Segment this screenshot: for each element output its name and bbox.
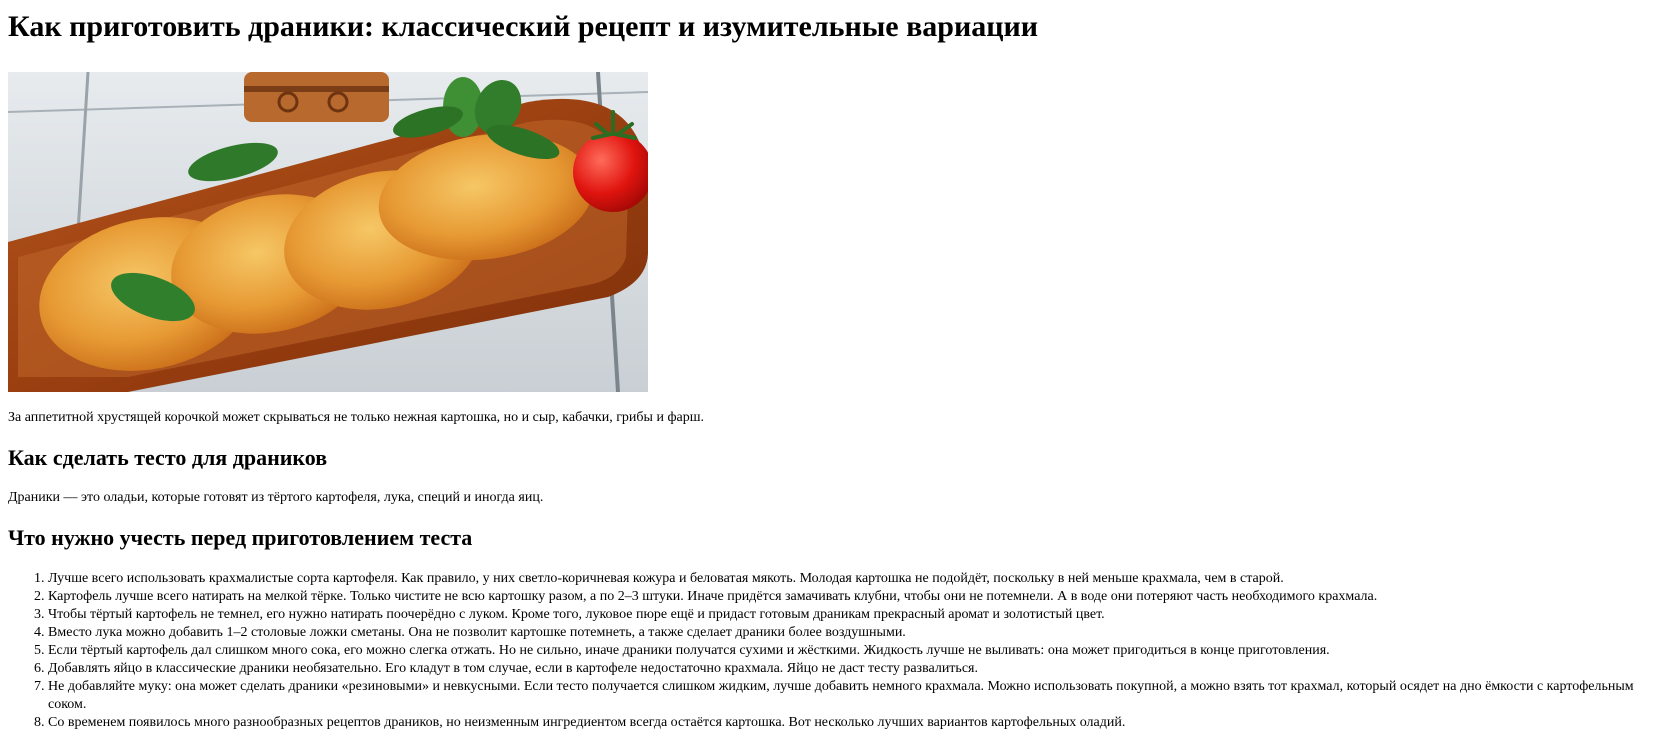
hero-image [8, 72, 648, 392]
page-title: Как приготовить драники: классический рецепт и изумительные вариации [8, 10, 1039, 43]
section-heading-prep: Что нужно учесть перед приготовлением теста [8, 525, 473, 550]
section-heading-dough: Как сделать тесто для драников [8, 445, 328, 470]
list-item: 6. Добавлять яйцо в классические драники необязательно. Его кладут в том случае, если в картофеле недостаточно крахмала. Яйцо не даст тесту развалиться. [48, 660, 1647, 678]
list-item: 2. Картофель лучше всего натирать на мелкой тёрке. Только чистите не всю картошку разом, а по 2–3 штуки. Иначе придётся замачивать клубни, чтобы они не потемнели. А в воде они потеряют часть необходимого крахмала. [48, 588, 1647, 606]
article [0, 9, 1655, 732]
list-item: 5. Если тёртый картофель дал слишком много сока, его можно слегка отжать. Но не сильно, иначе драники получатся сухими и жёсткими. Жидкость лучше не выливать: она может пригодиться в конце приготовления. [48, 642, 1647, 660]
list-item: 1. Лучше всего использовать крахмалистые сорта картофеля. Как правило, у них светло-коричневая кожура и беловатая мякоть. Молодая картошка не подойдёт, поскольку в ней меньше крахмала, чем в старой. [48, 570, 1647, 588]
tips-list [8, 570, 1647, 732]
list-item: 7. Не добавляйте муку: она может сделать драники «резиновыми» и невкусными. Если тесто получается слишком жидким, лучше добавить немного крахмала. Можно использовать покупной, а можно взять тот крахмал, который осядет на дно ёмкости с картофельным соком. [48, 678, 1647, 714]
list-item: 4. Вместо лука можно добавить 1–2 столовые ложки сметаны. Она не позволит картошке потемнеть, а также сделает драники более воздушными. [48, 624, 1647, 642]
image-caption: За аппетитной хрустящей корочкой может скрываться не только нежная картошка, но и сыр, кабачки, грибы и фарш. [8, 410, 705, 425]
list-item: 3. Чтобы тёртый картофель не темнел, его нужно натирать поочерёдно с луком. Кроме того, луковое пюре ещё и придаст готовым драникам прекрасный аромат и золотистый цвет. [48, 606, 1647, 624]
section-intro: Драники — это оладьи, которые готовят из тёртого картофеля, лука, специй и иногда яиц. [8, 490, 544, 505]
list-item: 8. Со временем появилось много разнообразных рецептов драников, но неизменным ингредиентом всегда остаётся картошка. Вот несколько лучших вариантов картофельных оладий. [48, 714, 1647, 732]
